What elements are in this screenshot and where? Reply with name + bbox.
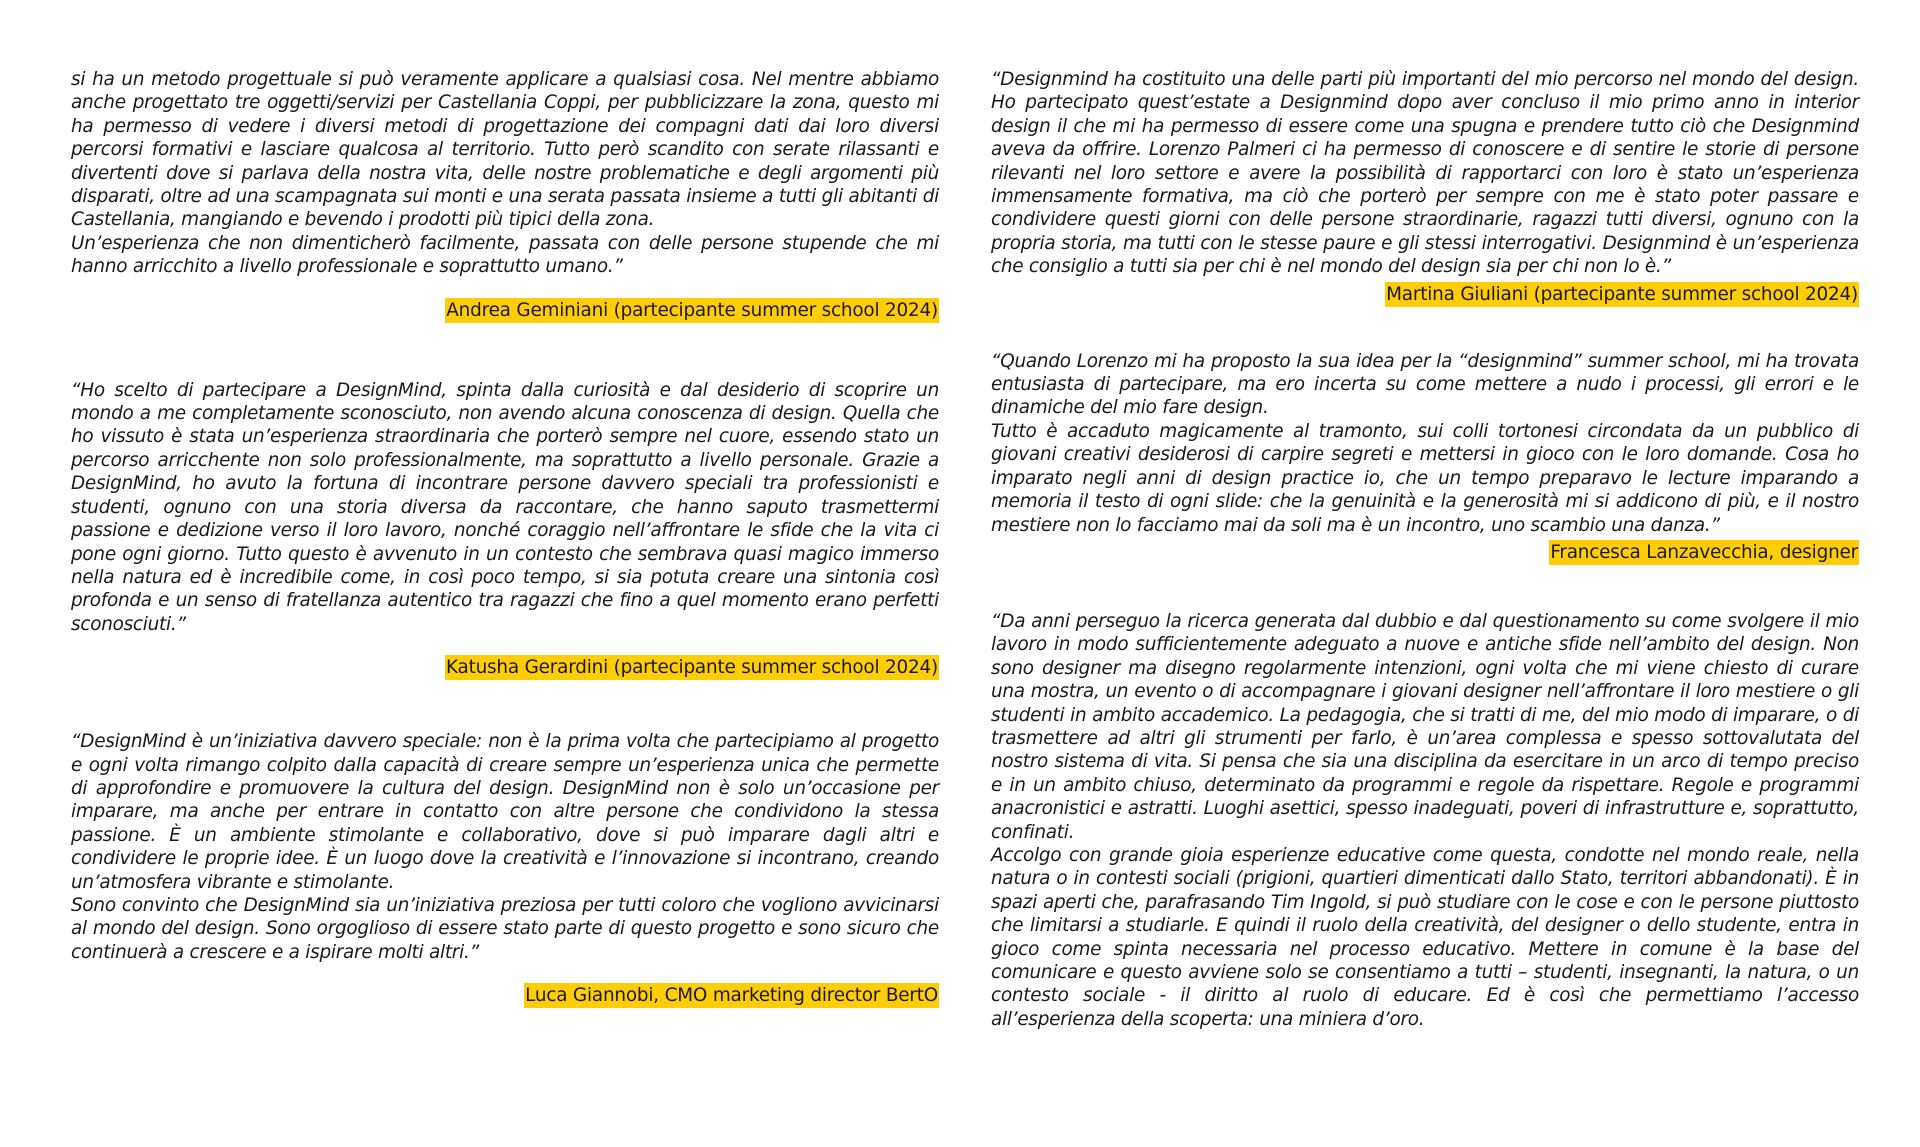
spacer	[71, 323, 939, 379]
testimonial-quote-andrea-geminiani: si ha un metodo progettuale si può veramente applicare a qualsiasi cosa. Nel mentre abbiamo anche progettato tre oggetti/servizi per Castellania Coppi, per pubblicizzare la zona, questo mi ha permesso di vedere i diversi metodi di progettazione dei compagni dati dai loro diversi percorsi formativi e lasciare qualcosa al territorio. Tutto però scandito con serate rilassanti e divertenti dove si parlava della nostra vita, delle nostre problematiche e degli argomenti più disparati, oltre ad una scampagnata sui monti e una serata passata insieme a tutti gli abitanti di Castellania, mangiando e bevendo i prodotti più tipici della zona. Un’esperienza che non dimenticherò facilmente, passata con delle persone stupende che mi hanno arricchito a livello professionale e soprattutto umano.”	[71, 69, 939, 278]
testimonial-quote-martina-giuliani: “Designmind ha costituito una delle parti più importanti del mio percorso nel mondo del design. Ho partecipato quest’estate a Designmind dopo aver concluso il mio primo anno in interior design il che mi ha permesso di essere come una spugna e prendere tutto ciò che Designmind aveva da offrire. Lorenzo Palmeri ci ha permesso di conoscere e di sentire le storie di persone rilevanti nel loro settore e avere la possibilità di rapportarci con loro è stato un’esperienza immensamente formativa, ma ciò che porterò per sempre con me è stato poter passare e condividere questi giorni con delle persone straordinarie, ragazzi tutti diversi, ognuno con la propria storia, ma tutti con le stesse paure e gli stessi interrogativi. Designmind è un’esperienza che consiglio a tutti sia per chi è nel mondo del design sia per chi non lo è.”	[991, 69, 1859, 278]
attribution-martina-giuliani: Martina Giuliani (partecipante summer school 2024)	[1386, 283, 1858, 305]
testimonial-quote-essay: “Da anni perseguo la ricerca generata dal dubbio e dal questionamento su come svolgere il mio lavoro in modo sufficientemente adeguato a nuove e antiche sfide nell’ambito del design. Non sono designer ma disegno regolarmente intenzioni, ogni volta che mi viene chiesto di curare una mostra, un evento o di accompagnare i giovani designer nell’affrontare il loro mestiere o gli studenti in ambito accademico. La pedagogia, che si tratti di me, del mio modo di imparare, o di trasmettere ad altri gli strumenti per farlo, è un’area complessa e spesso sottovalutata del nostro sistema di vita. Si pensa che sia una disciplina da esercitare in un arco di tempo preciso e in un ambito chiuso, determinato da programmi e regole da rispettare. Regole e programmi anacronistici e astratti. Luoghi asettici, spesso inadeguati, poveri di infrastrutture e, soprattutto, confinati. Accolgo con grande gioia esperienze educative come questa, condotte nel mondo reale, nella natura o in contesti sociali (prigioni, quartieri dimenticati dallo Stato, territori abbandonati). È in spazi aperti che, parafrasando Tim Ingold, si può studiare con le cose e con le persone piuttosto che limitarsi a studiarle. E quindi il ruolo della creatività, del designer o dello studente, entra in gioco come spinta necessaria nel processo educativo. Mettere in comune è la base del comunicare e questo avviene solo se consentiamo a tutti – studenti, insegnanti, la natura, o un contesto sociale - il diritto al ruolo di educare. Ed è così che permettiamo l’accesso all’esperienza della scoperta: una miniera d’oro.	[991, 610, 1859, 1030]
attribution-row	[71, 655, 939, 680]
attribution-luca-giannobi: Luca Giannobi, CMO marketing director BertO	[525, 985, 938, 1007]
testimonial-quote-katusha-gerardini: “Ho scelto di partecipare a DesignMind, spinta dalla curiosità e dal desiderio di scoprire un mondo a me completamente sconosciuto, non avendo alcuna conoscenza di design. Quella che ho vissuto è stata un’esperienza straordinaria che porterò sempre nel cuore, essendo stato un percorso arricchente non solo professionalmente, ma soprattutto a livello personale. Grazie a DesignMind, ho avuto la fortuna di incontrare persone davvero speciali tra professionisti e studenti, ognuno con una storia diversa da raccontare, che hanno saputo trasmettermi passione e dedizione verso il loro lavoro, nonché coraggio nell’affrontare le sfide che la vita ci pone ogni giorno. Tutto questo è avvenuto in un contesto che sembrava quasi magico immerso nella natura ed è incredibile come, in così poco tempo, si sia potuta creare una sintonia così profonda e un senso di fratellanza autentico tra ragazzi che fino a quel momento erano perfetti sconosciuti.”	[71, 379, 939, 635]
attribution-row	[71, 983, 939, 1008]
testimonial-quote-francesca-lanzavecchia: “Quando Lorenzo mi ha proposto la sua idea per la “designmind” summer school, mi ha trovata entusiasta di partecipare, ma ero incerta su come mettere a nudo i processi, gli errori e le dinamiche del mio fare design. Tutto è accaduto magicamente al tramonto, sui colli tortonesi circondata da un pubblico di giovani creativi desiderosi di carpire segreti e mettersi in gioco con le loro domande. Cosa ho imparato negli anni di design practice io, che un tempo preparavo le lecture imparando a memoria il testo di ogni slide: che la genuinità e la generosità mi si addicono di più, e il nostro mestiere non lo facciamo mai da soli ma è un incontro, uno scambio una danza.”	[991, 350, 1859, 536]
spacer	[991, 565, 1859, 610]
spacer	[71, 680, 939, 730]
attribution-francesca-lanzavecchia: Francesca Lanzavecchia, designer	[1550, 541, 1858, 563]
attribution-row	[71, 298, 939, 323]
left-column	[71, 68, 939, 1008]
right-column	[991, 68, 1859, 1031]
attribution-andrea-geminiani: Andrea Geminiani (partecipante summer school 2024)	[446, 299, 938, 321]
testimonial-quote-luca-giannobi: “DesignMind è un’iniziativa davvero speciale: non è la prima volta che partecipiamo al progetto e ogni volta rimango colpito dalla capacità di creare sempre un’esperienza unica che permette di approfondire e promuovere la cultura del design. DesignMind non è solo un’occasione per imparare, ma anche per entrare in contatto con altre persone che condividono la stessa passione. È un ambiente stimolante e collaborativo, dove si può imparare dagli altri e condividere le proprie idee. È un luogo dove la creatività e l’innovazione si incontrano, creando un’atmosfera vibrante e stimolante. Sono convinto che DesignMind sia un’iniziativa preziosa per tutti coloro che vogliono avvicinarsi al mondo del design. Sono orgoglioso di essere stato parte di questo progetto e sono sicuro che continuerà a crescere e a ispirare molti altri.”	[71, 731, 939, 963]
attribution-katusha-gerardini: Katusha Gerardini (partecipante summer school 2024)	[445, 657, 938, 679]
attribution-row	[991, 282, 1859, 307]
spacer	[991, 307, 1859, 350]
attribution-row	[991, 540, 1859, 565]
